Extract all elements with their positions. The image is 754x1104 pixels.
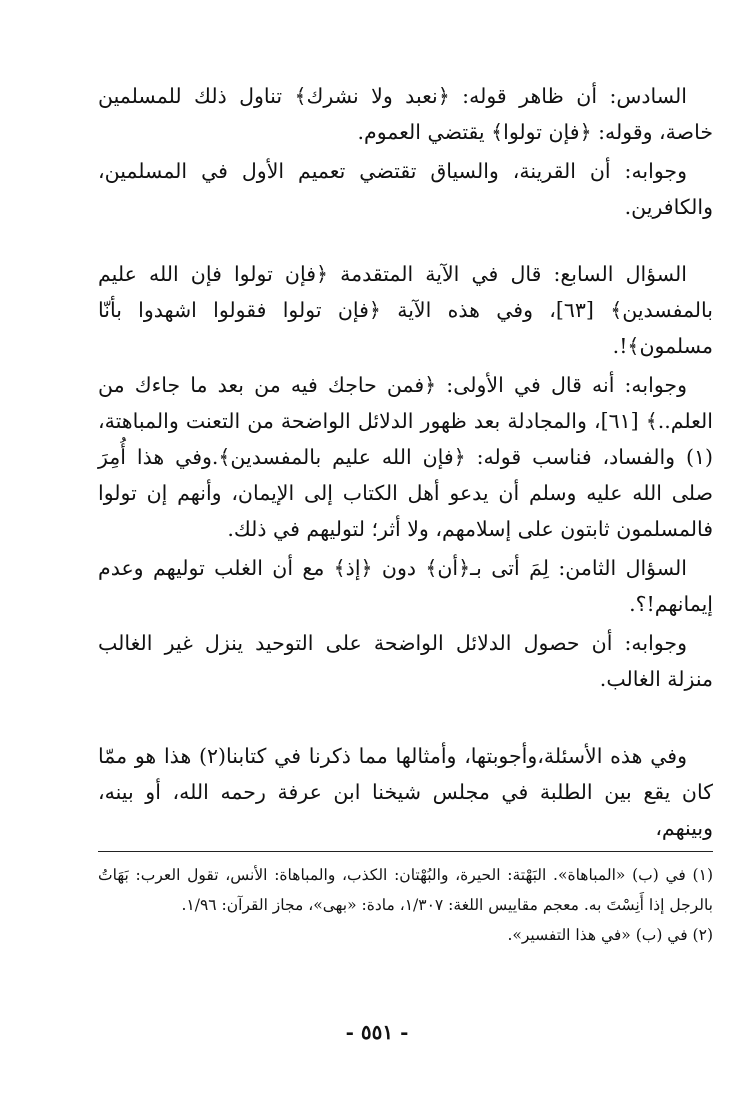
paragraph-sixth-answer: وجوابه: أن القرينة، والسياق تقتضي تعميم الأول في المسلمين، والكافرين. bbox=[98, 159, 713, 219]
footnote-1: (١) في (ب) «المباهاة». البَهْتة: الحيرة، والبُهْتان: الكذب، والمباهاة: الأنس، تقول العرب: بَهَاتُ بالرجل إذا أَنِسْتَ به. معجم مقاييس اللغة: ١/٣٠٧، مادة: «بهى»، مجاز القرآن: ١/٩٦. bbox=[98, 866, 713, 914]
main-text bbox=[98, 78, 713, 849]
paragraph-closing: وفي هذه الأسئلة،وأجوبتها، وأمثالها مما ذكرنا في كتابنا(٢) هذا هو ممّا كان يقع بين الطلبة في مجلس شيخنا ابن عرفة رحمه الله، أو بينه، وبينهم، bbox=[98, 744, 713, 840]
paragraph-eighth-question: السؤال الثامن: لِمَ أتى بـ﴿أن﴾ دون ﴿إذ﴾ مع أن الغلب توليهم وعدم إيمانهم!؟. bbox=[98, 556, 713, 616]
paragraph-seventh-question: السؤال السابع: قال في الآية المتقدمة ﴿فإن تولوا فإن الله عليم بالمفسدين﴾ [٦٣]، وفي هذه الآية ﴿فإن تولوا فقولوا اشهدوا بأنّا مسلمون﴾!. bbox=[98, 262, 713, 358]
paragraph-sixth-question: السادس: أن ظاهر قوله: ﴿نعبد ولا نشرك﴾ تناول ذلك للمسلمين خاصة، وقوله: ﴿فإن تولوا﴾ يقتضي العموم. bbox=[98, 84, 713, 144]
footnote-2: (٢) في (ب) «في هذا التفسير». bbox=[507, 926, 713, 944]
page-number: - ٥٥١ - bbox=[345, 1020, 409, 1044]
paragraph-seventh-answer: وجوابه: أنه قال في الأولى: ﴿فمن حاجك فيه من بعد ما جاءك من العلم..﴾ [٦١]، والمجادلة بعد ظهور الدلائل الواضحة من التعنت والمباهتة،(١) والفساد، فناسب قوله: ﴿فإن الله عليم بالمفسدين﴾.وفي هذا أُمِرَ صلى الله عليه وسلم أن يدعو أهل الكتاب إلى الإيمان، وأنهم إن تولوا فالمسلمون ثابتون على إسلامهم، ولا أثر؛ لتوليهم في ذلك. bbox=[98, 373, 713, 541]
footnotes bbox=[98, 851, 713, 950]
paragraph-eighth-answer: وجوابه: أن حصول الدلائل الواضحة على التوحيد ينزل غير الغالب منزلة الغالب. bbox=[98, 631, 713, 691]
